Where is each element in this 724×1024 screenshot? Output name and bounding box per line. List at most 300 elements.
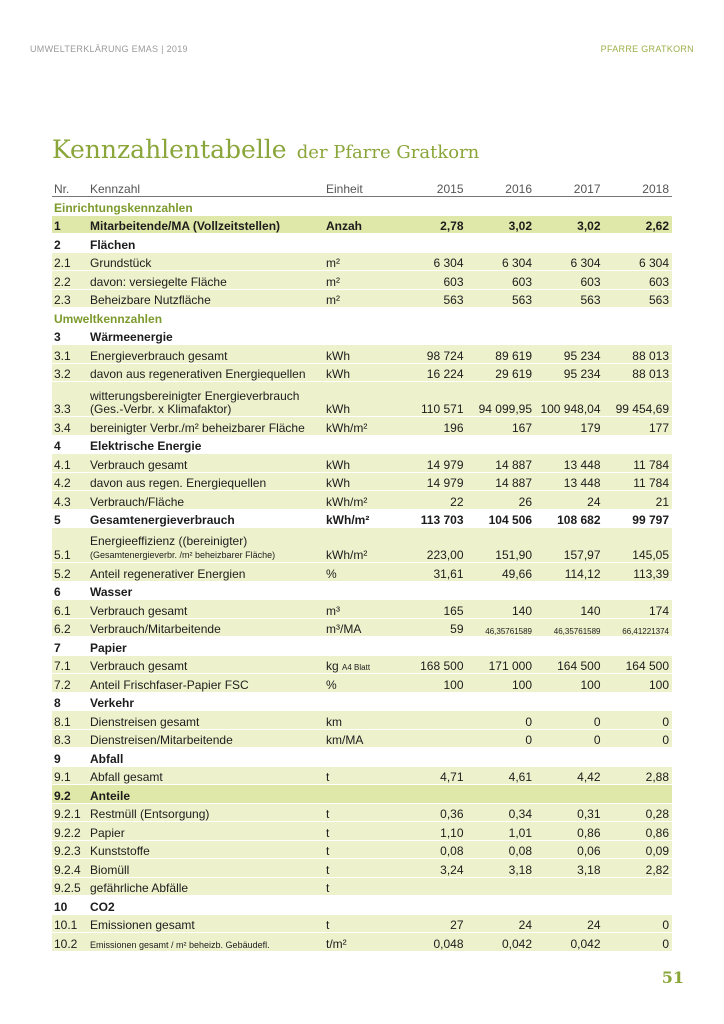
group-row bbox=[52, 581, 672, 600]
cell-value: 0 bbox=[535, 711, 604, 730]
cell-value: 98 724 bbox=[398, 345, 467, 364]
cell-name-text: gefährliche Abfälle bbox=[90, 881, 189, 895]
cell-value bbox=[398, 692, 467, 711]
cell-nr: 9 bbox=[52, 748, 88, 767]
cell-value bbox=[604, 234, 673, 253]
cell-nr: 1 bbox=[52, 215, 88, 234]
section-title: Umweltkennzahlen bbox=[52, 308, 672, 327]
cell-value: 27 bbox=[398, 914, 467, 933]
cell-unit bbox=[324, 271, 398, 290]
cell-value: 4,71 bbox=[398, 766, 467, 785]
table-row bbox=[52, 655, 672, 674]
cell-value: 49,66 bbox=[467, 563, 536, 582]
cell-value: 14 887 bbox=[467, 454, 536, 473]
cell-value: 0,09 bbox=[604, 840, 673, 859]
cell-name-text: Wasser bbox=[90, 585, 133, 599]
cell-value: 0,042 bbox=[535, 933, 604, 952]
cell-value: 1,01 bbox=[467, 822, 536, 841]
cell-unit-text: km/MA bbox=[326, 733, 364, 747]
cell-name bbox=[88, 454, 324, 473]
cell-value bbox=[398, 581, 467, 600]
cell-value bbox=[398, 234, 467, 253]
cell-value: 174 bbox=[604, 600, 673, 619]
cell-value bbox=[467, 785, 536, 804]
table-header bbox=[52, 176, 672, 197]
cell-unit-text: m³ bbox=[326, 603, 340, 618]
cell-value: 168 500 bbox=[398, 655, 467, 674]
cell-value: 0 bbox=[535, 729, 604, 748]
cell-value: 13 448 bbox=[535, 454, 604, 473]
cell-value: 110 571 bbox=[398, 382, 467, 417]
cell-value: 0 bbox=[604, 933, 673, 952]
cell-nr: 3.1 bbox=[52, 345, 88, 364]
cell-unit bbox=[324, 840, 398, 859]
cell-value bbox=[604, 326, 673, 345]
cell-nr: 9.1 bbox=[52, 766, 88, 785]
cell-name bbox=[88, 896, 324, 915]
cell-value bbox=[398, 435, 467, 454]
cell-value: 88 013 bbox=[604, 345, 673, 364]
cell-value: 0,86 bbox=[604, 822, 673, 841]
page-title bbox=[52, 128, 479, 166]
cell-value: 3,18 bbox=[467, 859, 536, 878]
cell-value bbox=[604, 877, 673, 896]
cell-name bbox=[88, 748, 324, 767]
cell-unit bbox=[324, 581, 398, 600]
cell-name-text: Abfall gesamt bbox=[90, 770, 163, 784]
cell-name bbox=[88, 766, 324, 785]
cell-value: 0,06 bbox=[535, 840, 604, 859]
cell-nr: 2 bbox=[52, 234, 88, 253]
cell-value bbox=[467, 326, 536, 345]
table-header-row bbox=[52, 176, 672, 197]
cell-value: 89 619 bbox=[467, 345, 536, 364]
cell-value: 603 bbox=[604, 271, 673, 290]
table-row bbox=[52, 859, 672, 878]
cell-unit bbox=[324, 417, 398, 436]
cell-unit-text: t bbox=[326, 770, 330, 784]
table-row bbox=[52, 600, 672, 619]
cell-value: 13 448 bbox=[535, 472, 604, 491]
cell-value bbox=[398, 637, 467, 656]
col-header-year: 2015 bbox=[398, 176, 467, 197]
cell-nr: 4.1 bbox=[52, 454, 88, 473]
cell-nr: 6.2 bbox=[52, 618, 88, 637]
cell-value: 95 234 bbox=[535, 345, 604, 364]
cell-unit bbox=[324, 822, 398, 841]
cell-name bbox=[88, 877, 324, 896]
cell-value: 59 bbox=[398, 618, 467, 637]
cell-unit bbox=[324, 454, 398, 473]
cell-name bbox=[88, 491, 324, 510]
cell-unit bbox=[324, 363, 398, 382]
cell-name-text: Emissionen gesamt / m² beheizb. Gebäudefl. bbox=[90, 939, 270, 950]
cell-unit bbox=[324, 289, 398, 308]
cell-nr: 2.1 bbox=[52, 252, 88, 271]
cell-name-text: Beheizbare Nutzfläche bbox=[90, 293, 211, 307]
table-row bbox=[52, 345, 672, 364]
cell-unit-small: A4 Blatt bbox=[342, 663, 371, 672]
cell-name-text: Verbrauch/Fläche bbox=[90, 494, 185, 509]
cell-value: 0,86 bbox=[535, 822, 604, 841]
cell-unit-text: kWh bbox=[326, 367, 350, 381]
cell-value bbox=[467, 896, 536, 915]
cell-value bbox=[467, 877, 536, 896]
cell-name-text: Biomüll bbox=[90, 862, 130, 877]
cell-value: 2,78 bbox=[398, 215, 467, 234]
cell-name bbox=[88, 509, 324, 528]
table-row bbox=[52, 711, 672, 730]
cell-unit-text: kg bbox=[326, 659, 339, 673]
cell-value bbox=[535, 435, 604, 454]
cell-nr: 3.2 bbox=[52, 363, 88, 382]
table-row bbox=[52, 382, 672, 417]
cell-nr: 9.2.3 bbox=[52, 840, 88, 859]
cell-unit bbox=[324, 655, 398, 674]
cell-value: 603 bbox=[398, 271, 467, 290]
cell-unit bbox=[324, 859, 398, 878]
cell-name bbox=[88, 840, 324, 859]
cell-unit bbox=[324, 711, 398, 730]
cell-value: 100 bbox=[535, 674, 604, 693]
cell-value: 0,31 bbox=[535, 803, 604, 822]
cell-name bbox=[88, 326, 324, 345]
cell-nr: 3 bbox=[52, 326, 88, 345]
table-row bbox=[52, 528, 672, 563]
cell-value: 0 bbox=[604, 729, 673, 748]
cell-value: 0 bbox=[604, 711, 673, 730]
cell-unit bbox=[324, 215, 398, 234]
cell-value bbox=[467, 748, 536, 767]
cell-name bbox=[88, 252, 324, 271]
table-row bbox=[52, 674, 672, 693]
cell-unit bbox=[324, 435, 398, 454]
cell-value bbox=[535, 581, 604, 600]
table-row bbox=[52, 914, 672, 933]
table-row bbox=[52, 289, 672, 308]
cell-value: 11 784 bbox=[604, 454, 673, 473]
cell-unit-text: km bbox=[326, 714, 342, 729]
table-row bbox=[52, 454, 672, 473]
col-header-year: 2016 bbox=[467, 176, 536, 197]
cell-value: 3,24 bbox=[398, 859, 467, 878]
cell-nr: 5.1 bbox=[52, 528, 88, 563]
col-header-year: 2017 bbox=[535, 176, 604, 197]
cell-value bbox=[398, 711, 467, 730]
cell-nr: 9.2 bbox=[52, 785, 88, 804]
table-row bbox=[52, 840, 672, 859]
cell-value: 6 304 bbox=[604, 252, 673, 271]
col-header-nr: Nr. bbox=[52, 176, 88, 197]
cell-name bbox=[88, 859, 324, 878]
cell-name bbox=[88, 472, 324, 491]
section-row bbox=[52, 308, 672, 327]
cell-unit-text: t bbox=[326, 918, 330, 932]
cell-name bbox=[88, 785, 324, 804]
cell-name bbox=[88, 822, 324, 841]
cell-name bbox=[88, 271, 324, 290]
cell-unit-text: Anzah bbox=[326, 219, 362, 233]
cell-nr: 7.1 bbox=[52, 655, 88, 674]
running-header-left: UMWELTERKLÄRUNG EMAS | 2019 bbox=[30, 44, 188, 54]
cell-unit bbox=[324, 877, 398, 896]
cell-name bbox=[88, 618, 324, 637]
cell-name-text: Kunststoffe bbox=[90, 844, 150, 858]
cell-value: 100 bbox=[467, 674, 536, 693]
cell-nr: 3.4 bbox=[52, 417, 88, 436]
cell-nr: 2.2 bbox=[52, 271, 88, 290]
cell-name bbox=[88, 563, 324, 582]
cell-name bbox=[88, 345, 324, 364]
cell-value: 0,08 bbox=[467, 840, 536, 859]
cell-value: 26 bbox=[467, 491, 536, 510]
cell-value: 0,048 bbox=[398, 933, 467, 952]
cell-unit-text: m² bbox=[326, 293, 340, 307]
cell-value: 196 bbox=[398, 417, 467, 436]
cell-value: 100 948,04 bbox=[535, 382, 604, 417]
cell-name bbox=[88, 289, 324, 308]
cell-nr: 4 bbox=[52, 435, 88, 454]
cell-value: 100 bbox=[604, 674, 673, 693]
table-row bbox=[52, 618, 672, 637]
table-row bbox=[52, 252, 672, 271]
cell-value: 46,35761589 bbox=[467, 618, 536, 637]
cell-value: 171 000 bbox=[467, 655, 536, 674]
cell-value: 179 bbox=[535, 417, 604, 436]
cell-name bbox=[88, 692, 324, 711]
cell-value bbox=[467, 234, 536, 253]
cell-name-text: Mitarbeitende/MA (Vollzeitstellen) bbox=[90, 219, 281, 233]
group-row bbox=[52, 748, 672, 767]
cell-unit-text: t bbox=[326, 825, 330, 840]
cell-nr: 10 bbox=[52, 896, 88, 915]
cell-unit bbox=[324, 803, 398, 822]
cell-value: 563 bbox=[604, 289, 673, 308]
cell-value bbox=[535, 748, 604, 767]
cell-value: 2,62 bbox=[604, 215, 673, 234]
cell-value: 4,61 bbox=[467, 766, 536, 785]
cell-name-text: Flächen bbox=[90, 237, 136, 252]
cell-unit-text: t bbox=[326, 862, 330, 877]
cell-value: 0,28 bbox=[604, 803, 673, 822]
cell-name bbox=[88, 711, 324, 730]
cell-name bbox=[88, 234, 324, 253]
cell-unit-text: kWh/m² bbox=[326, 548, 368, 562]
cell-value: 108 682 bbox=[535, 509, 604, 528]
cell-name bbox=[88, 729, 324, 748]
cell-value: 11 784 bbox=[604, 472, 673, 491]
cell-value bbox=[467, 637, 536, 656]
cell-unit-text: % bbox=[326, 566, 337, 581]
cell-name-text: Papier bbox=[90, 825, 125, 840]
cell-name-text-line2: (Gesamtenergieverbr. /m² beheizbarer Fläche) bbox=[90, 550, 276, 560]
cell-value bbox=[398, 785, 467, 804]
cell-name-text: davon aus regen. Energiequellen bbox=[90, 476, 267, 490]
cell-value bbox=[535, 637, 604, 656]
cell-value bbox=[604, 692, 673, 711]
cell-value: 0,36 bbox=[398, 803, 467, 822]
cell-unit-text: t bbox=[326, 807, 330, 821]
cell-value bbox=[535, 326, 604, 345]
table-row bbox=[52, 417, 672, 436]
cell-value: 563 bbox=[398, 289, 467, 308]
cell-value bbox=[535, 234, 604, 253]
cell-value: 140 bbox=[535, 600, 604, 619]
cell-value bbox=[604, 435, 673, 454]
cell-nr: 5.2 bbox=[52, 563, 88, 582]
cell-value: 24 bbox=[535, 914, 604, 933]
cell-value: 6 304 bbox=[398, 252, 467, 271]
cell-unit bbox=[324, 491, 398, 510]
cell-unit-text: t/m² bbox=[326, 936, 347, 951]
cell-name-text: Restmüll (Entsorgung) bbox=[90, 807, 210, 821]
cell-unit bbox=[324, 472, 398, 491]
cell-unit bbox=[324, 252, 398, 271]
cell-value: 113,39 bbox=[604, 563, 673, 582]
cell-nr: 2.3 bbox=[52, 289, 88, 308]
cell-name bbox=[88, 914, 324, 933]
cell-value bbox=[535, 877, 604, 896]
page-title-sub: der Pfarre Gratkorn bbox=[296, 142, 480, 163]
cell-name-text: Wärmeenergie bbox=[90, 330, 173, 344]
cell-nr: 8 bbox=[52, 692, 88, 711]
group-row bbox=[52, 692, 672, 711]
cell-value: 94 099,95 bbox=[467, 382, 536, 417]
cell-value: 16 224 bbox=[398, 363, 467, 382]
cell-value: 0 bbox=[467, 729, 536, 748]
cell-unit-text: kWh bbox=[326, 457, 350, 472]
cell-value: 603 bbox=[467, 271, 536, 290]
cell-unit bbox=[324, 528, 398, 563]
cell-value: 14 979 bbox=[398, 472, 467, 491]
cell-unit bbox=[324, 914, 398, 933]
cell-unit bbox=[324, 345, 398, 364]
cell-value: 6 304 bbox=[535, 252, 604, 271]
cell-value: 3,02 bbox=[467, 215, 536, 234]
cell-value bbox=[398, 326, 467, 345]
cell-name bbox=[88, 581, 324, 600]
cell-value: 46,35761589 bbox=[535, 618, 604, 637]
cell-value: 563 bbox=[467, 289, 536, 308]
table-row bbox=[52, 563, 672, 582]
table-row bbox=[52, 509, 672, 528]
cell-value: 104 506 bbox=[467, 509, 536, 528]
cell-name-text: Anteile bbox=[90, 788, 131, 803]
col-header-unit: Einheit bbox=[324, 176, 398, 197]
cell-name bbox=[88, 435, 324, 454]
cell-value: 563 bbox=[535, 289, 604, 308]
cell-name-text: Anteil Frischfaser-Papier FSC bbox=[90, 677, 249, 692]
cell-value bbox=[535, 692, 604, 711]
cell-value: 14 887 bbox=[467, 472, 536, 491]
cell-value: 99 797 bbox=[604, 509, 673, 528]
cell-name-text: Dienstreisen/Mitarbeitende bbox=[90, 733, 233, 747]
cell-unit-text: t bbox=[326, 844, 330, 858]
cell-unit bbox=[324, 326, 398, 345]
cell-name bbox=[88, 674, 324, 693]
cell-unit-text: kWh bbox=[326, 476, 350, 490]
cell-value: 95 234 bbox=[535, 363, 604, 382]
cell-value: 14 979 bbox=[398, 454, 467, 473]
cell-unit bbox=[324, 382, 398, 417]
cell-nr: 7 bbox=[52, 637, 88, 656]
cell-unit bbox=[324, 692, 398, 711]
cell-nr: 6.1 bbox=[52, 600, 88, 619]
cell-name bbox=[88, 215, 324, 234]
cell-value: 2,82 bbox=[604, 859, 673, 878]
cell-value: 603 bbox=[535, 271, 604, 290]
cell-name-text: Papier bbox=[90, 640, 127, 655]
cell-value: 88 013 bbox=[604, 363, 673, 382]
cell-name-text: Grundstück bbox=[90, 256, 152, 270]
cell-value: 0 bbox=[604, 914, 673, 933]
cell-unit-text: m³/MA bbox=[326, 622, 362, 636]
cell-value bbox=[467, 692, 536, 711]
table-row bbox=[52, 491, 672, 510]
cell-value bbox=[604, 896, 673, 915]
cell-name-text: davon: versiegelte Fläche bbox=[90, 274, 227, 289]
cell-nr: 8.1 bbox=[52, 711, 88, 730]
cell-name bbox=[88, 637, 324, 656]
cell-value: 177 bbox=[604, 417, 673, 436]
table-row bbox=[52, 729, 672, 748]
cell-value bbox=[535, 896, 604, 915]
table-row bbox=[52, 363, 672, 382]
cell-nr: 3.3 bbox=[52, 382, 88, 417]
cell-value: 157,97 bbox=[535, 528, 604, 563]
cell-value: 167 bbox=[467, 417, 536, 436]
cell-value: 113 703 bbox=[398, 509, 467, 528]
cell-name-text: Anteil regenerativer Energien bbox=[90, 566, 246, 581]
cell-value: 114,12 bbox=[535, 563, 604, 582]
table-row bbox=[52, 822, 672, 841]
cell-value: 0,34 bbox=[467, 803, 536, 822]
cell-unit-text: m² bbox=[326, 274, 340, 289]
cell-unit bbox=[324, 618, 398, 637]
cell-unit bbox=[324, 748, 398, 767]
cell-nr: 8.3 bbox=[52, 729, 88, 748]
group-row bbox=[52, 435, 672, 454]
cell-nr: 9.2.1 bbox=[52, 803, 88, 822]
cell-value bbox=[398, 748, 467, 767]
table-row bbox=[52, 933, 672, 952]
cell-unit bbox=[324, 637, 398, 656]
cell-value: 6 304 bbox=[467, 252, 536, 271]
cell-value: 0 bbox=[467, 711, 536, 730]
table-row bbox=[52, 472, 672, 491]
cell-unit bbox=[324, 674, 398, 693]
cell-value bbox=[604, 581, 673, 600]
cell-unit bbox=[324, 766, 398, 785]
cell-unit-text: % bbox=[326, 677, 337, 692]
cell-value bbox=[398, 729, 467, 748]
cell-unit-text: m² bbox=[326, 256, 340, 270]
cell-value: 100 bbox=[398, 674, 467, 693]
section-row bbox=[52, 197, 672, 216]
cell-unit-text: kWh/m² bbox=[326, 513, 370, 527]
cell-name bbox=[88, 363, 324, 382]
cell-unit-text: kWh bbox=[326, 402, 350, 416]
cell-nr: 4.2 bbox=[52, 472, 88, 491]
cell-value: 31,61 bbox=[398, 563, 467, 582]
cell-value bbox=[535, 785, 604, 804]
cell-name-text: Verbrauch/Mitarbeitende bbox=[90, 622, 221, 636]
cell-name-text: Verbrauch gesamt bbox=[90, 659, 188, 673]
cell-unit bbox=[324, 896, 398, 915]
cell-name-text: Verbrauch gesamt bbox=[90, 603, 188, 618]
cell-name bbox=[88, 417, 324, 436]
page-number: 51 bbox=[661, 968, 684, 987]
